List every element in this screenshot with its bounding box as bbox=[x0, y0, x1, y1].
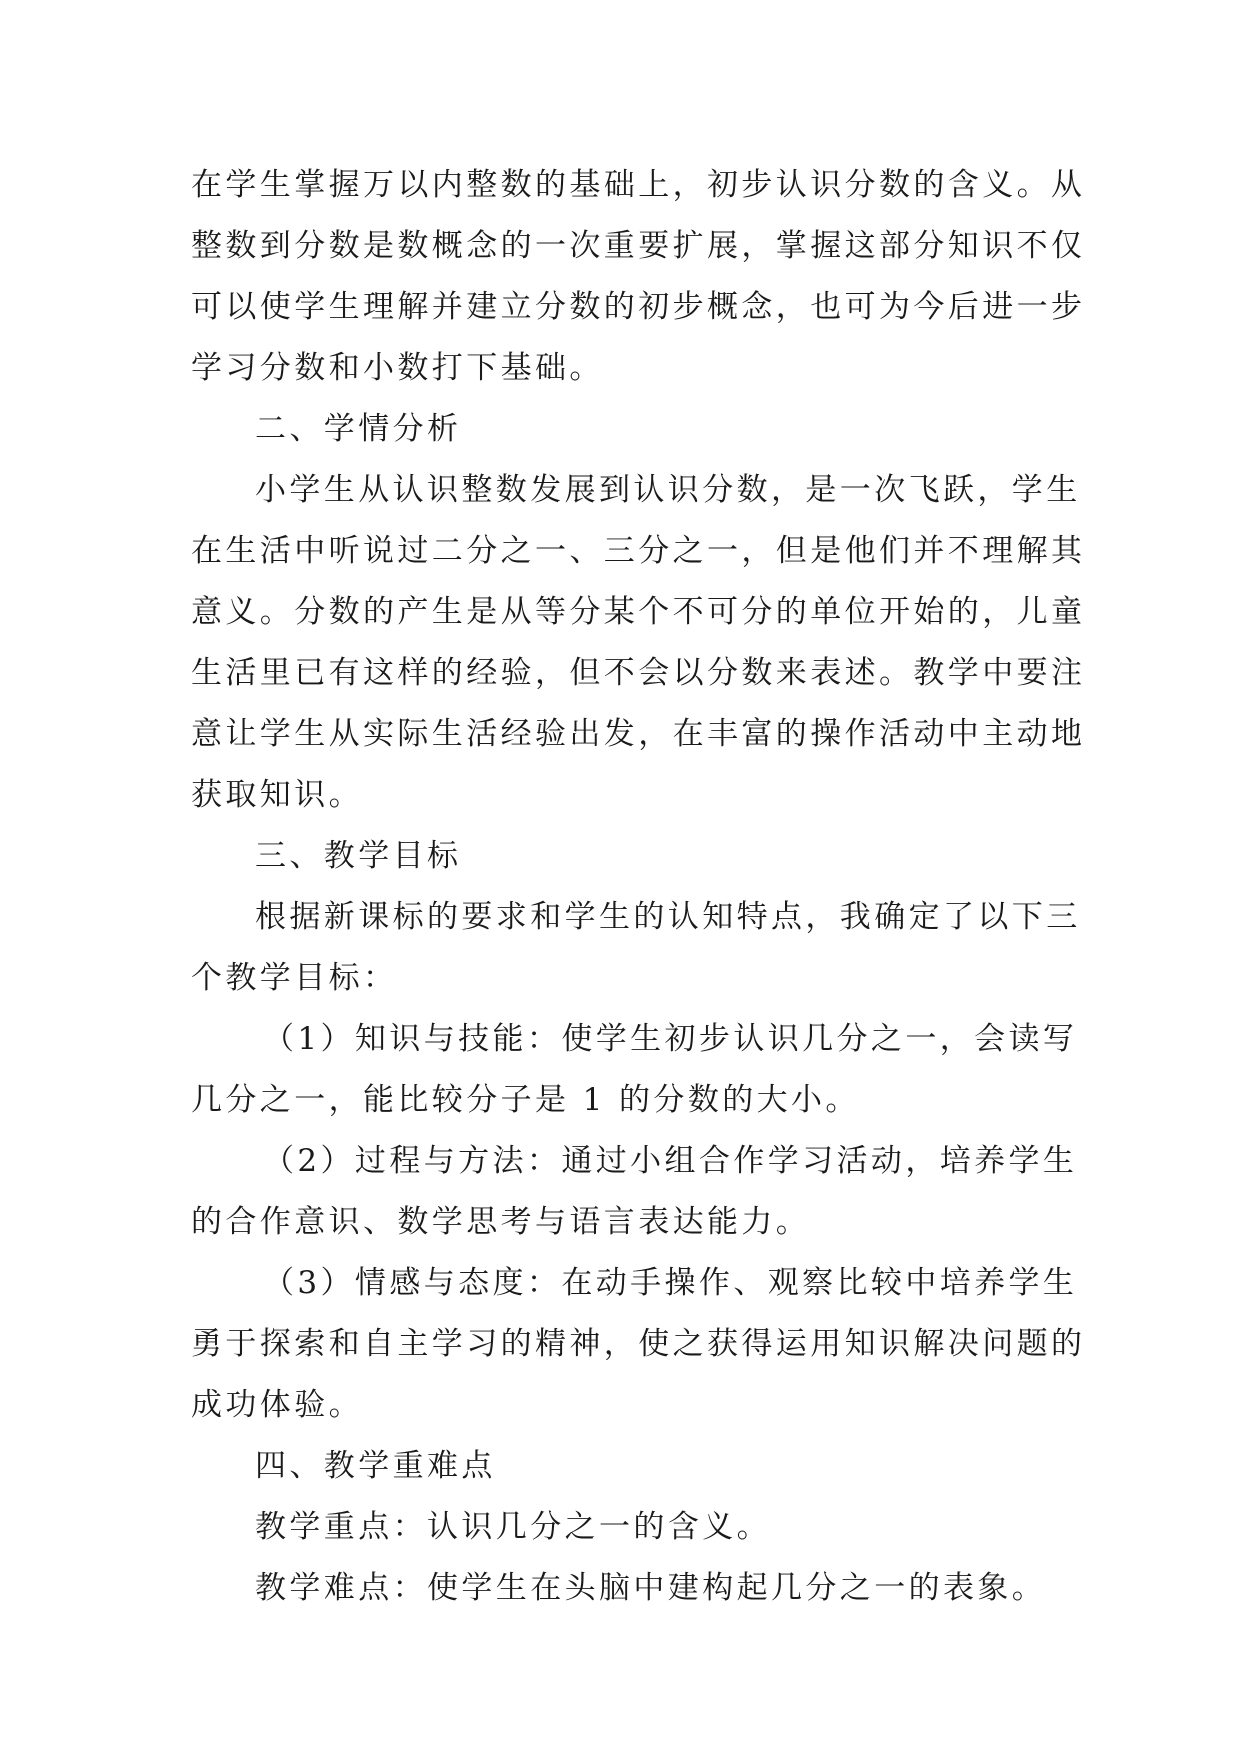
objective-item: （2）过程与方法：通过小组合作学习活动，培养学生 bbox=[263, 1143, 1078, 1179]
paragraph-line: 在生活中听说过二分之一、三分之一，但是他们并不理解其 bbox=[191, 533, 1086, 569]
paragraph-line: 成功体验。 bbox=[191, 1387, 363, 1423]
section-heading: 四、教学重难点 bbox=[255, 1448, 496, 1484]
document-body bbox=[191, 155, 1086, 1619]
paragraph-line: 意让学生从实际生活经验出发，在丰富的操作活动中主动地 bbox=[191, 716, 1086, 752]
paragraph-line: 几分之一，能比较分子是 1 的分数的大小。 bbox=[191, 1082, 860, 1118]
paragraph-line: 勇于探索和自主学习的精神，使之获得运用知识解决问题的 bbox=[191, 1326, 1086, 1362]
paragraph-line: 获取知识。 bbox=[191, 777, 363, 813]
key-point: 教学重点：认识几分之一的含义。 bbox=[255, 1509, 771, 1545]
paragraph-line: 小学生从认识整数发展到认识分数，是一次飞跃，学生 bbox=[255, 472, 1081, 508]
paragraph-line: 整数到分数是数概念的一次重要扩展，掌握这部分知识不仅 bbox=[191, 228, 1086, 264]
paragraph-line: 的合作意识、数学思考与语言表达能力。 bbox=[191, 1204, 811, 1240]
objective-item: （3）情感与态度：在动手操作、观察比较中培养学生 bbox=[263, 1265, 1078, 1301]
paragraph-line: 学习分数和小数打下基础。 bbox=[191, 350, 604, 386]
difficult-point: 教学难点：使学生在头脑中建构起几分之一的表象。 bbox=[255, 1570, 1047, 1606]
paragraph-line: 可以使学生理解并建立分数的初步概念，也可为今后进一步 bbox=[191, 289, 1086, 325]
section-heading: 二、学情分析 bbox=[255, 411, 462, 447]
paragraph-line: 意义。分数的产生是从等分某个不可分的单位开始的，儿童 bbox=[191, 594, 1086, 630]
objective-item: （1）知识与技能：使学生初步认识几分之一，会读写 bbox=[263, 1021, 1078, 1057]
paragraph-line: 在学生掌握万以内整数的基础上，初步认识分数的含义。从 bbox=[191, 167, 1086, 203]
section-heading: 三、教学目标 bbox=[255, 838, 462, 874]
paragraph-line: 根据新课标的要求和学生的认知特点，我确定了以下三 bbox=[255, 899, 1081, 935]
paragraph-line: 生活里已有这样的经验，但不会以分数来表述。教学中要注 bbox=[191, 655, 1086, 691]
paragraph-line: 个教学目标： bbox=[191, 960, 398, 996]
